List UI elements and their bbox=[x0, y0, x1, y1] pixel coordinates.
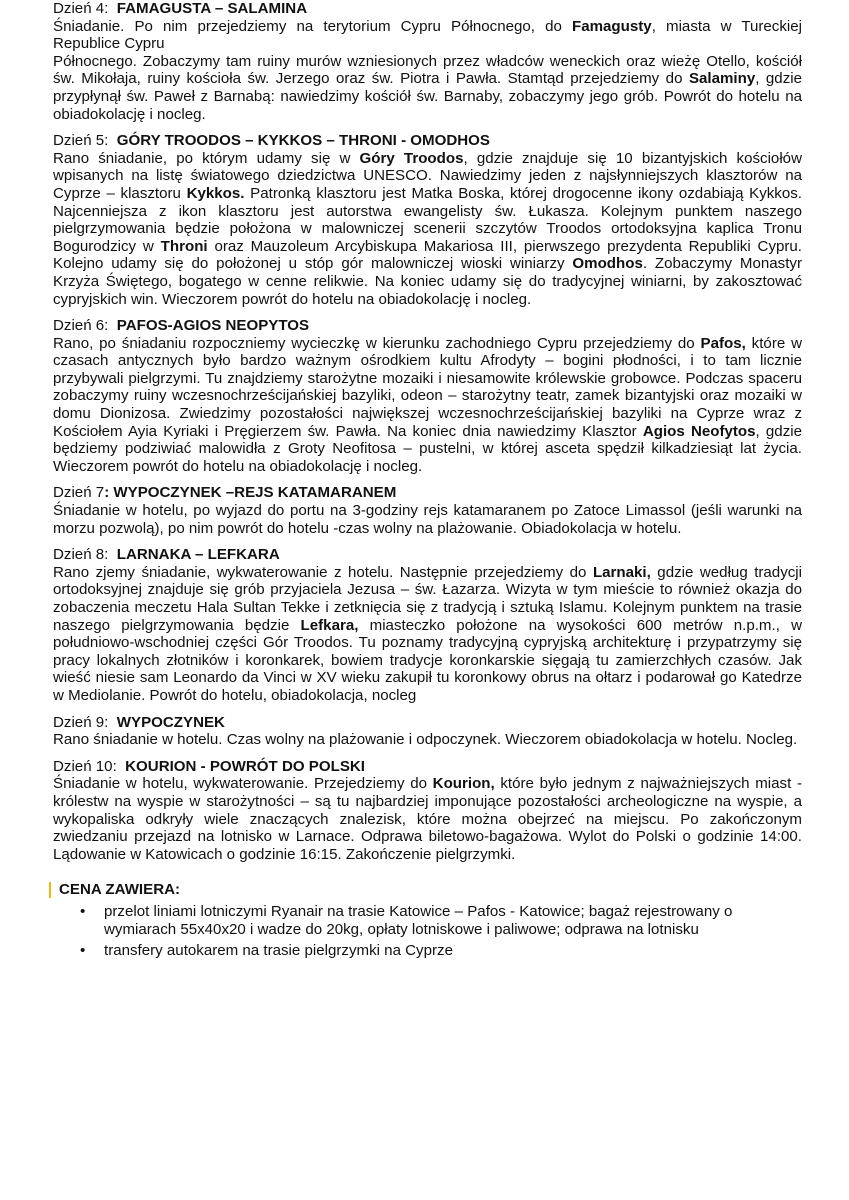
day-heading bbox=[53, 484, 802, 502]
day-paragraph bbox=[53, 53, 802, 123]
day-section bbox=[53, 132, 802, 308]
text-run: , gdzie będziemy podziwiać malowidła z Groty Neofitosa – pustelni, w której asceta spędził kilkadziesiąt lat życia. Wieczorem powrót do hotelu na obiadokolację i nocleg. bbox=[53, 422, 802, 475]
day-paragraph bbox=[53, 18, 802, 53]
day-description bbox=[53, 775, 802, 863]
day-heading bbox=[53, 317, 802, 335]
text-run: , gdzie przypłynął św. Paweł z Barnabą: nawiedzimy kościół św. Barnaby, zobaczymy jego grób. Powrót do hotelu na obiadokolację i nocleg. bbox=[53, 70, 802, 123]
day-label: Dzień 5: bbox=[53, 132, 109, 150]
day-label: Dzień 9: bbox=[53, 713, 109, 731]
day-paragraph bbox=[53, 335, 802, 476]
day-paragraph bbox=[53, 731, 802, 749]
bullet-icon: • bbox=[80, 902, 86, 920]
text-run: Śniadanie. Po nim przejedziemy na terytorium Cypru Północnego, do bbox=[53, 17, 572, 35]
day-label: Dzień 10: bbox=[53, 757, 117, 775]
text-run: Rano zjemy śniadanie, wykwaterowanie z hotelu. Następnie przejedziemy do bbox=[53, 563, 593, 581]
price-item-text: przelot liniami lotniczymi Ryanair na trasie Katowice – Pafos - Katowice; bagaż rejestrowany o wymiarach 55x40x20 i wadze do 20kg, opłaty lotniskowe i paliwowe; odprawa na lotnisku bbox=[104, 902, 733, 938]
place-name: Kykkos. bbox=[186, 184, 245, 202]
day-label: Dzień 8: bbox=[53, 546, 109, 564]
text-run: Śniadanie w hotelu, wykwaterowanie. Przejedziemy do bbox=[53, 775, 433, 793]
bullet-icon: • bbox=[80, 942, 86, 960]
day-paragraph bbox=[53, 564, 802, 705]
price-heading bbox=[49, 881, 802, 899]
day-paragraph bbox=[53, 775, 802, 863]
day-section bbox=[53, 317, 802, 475]
day-title: : WYPOCZYNEK –REJS KATAMARANEM bbox=[104, 484, 397, 502]
price-item-text: transfery autokarem na trasie pielgrzymki na Cyprze bbox=[104, 942, 453, 960]
day-label: Dzień 7 bbox=[53, 484, 105, 502]
day-paragraph bbox=[53, 150, 802, 308]
price-list-item bbox=[53, 903, 802, 938]
text-run: Rano, po śniadaniu rozpoczniemy wycieczkę w kierunku zachodniego Cypru przejedziemy do bbox=[53, 334, 701, 352]
price-title: CENA ZAWIERA: bbox=[59, 881, 181, 899]
day-description bbox=[53, 502, 802, 537]
day-label: Dzień 6: bbox=[53, 317, 109, 335]
text-run: , gdzie znajduje się 10 bizantyjskich kościołów wpisanych na listę światowego dziedzictwa UNESCO. Nawiedzimy jeden z najsłynniejszych klasztorów na Cyprze – klasztoru bbox=[53, 149, 802, 202]
text-run: oraz Mauzoleum Arcybiskupa Makariosa III, pierwszego prezydenta Republiki Cypru. Kolejno udamy się do położonej u stóp gór malowniczej wioski winiarzy bbox=[53, 237, 802, 273]
place-name: Famagusty bbox=[572, 17, 652, 35]
day-heading bbox=[53, 714, 802, 732]
day-description bbox=[53, 731, 802, 749]
day-section bbox=[53, 484, 802, 537]
place-name: Agios Neofytos bbox=[642, 422, 756, 440]
text-run: Rano śniadanie, po którym udamy się w bbox=[53, 149, 360, 167]
day-heading bbox=[53, 132, 802, 150]
price-section bbox=[53, 881, 802, 959]
itinerary bbox=[53, 0, 802, 863]
text-run: Północnego. Zobaczymy tam ruiny murów wzniesionych przez władców weneckich oraz wieżę Otello, kościół św. Mikołaja, ruiny kościoła św. Jerzego oraz św. Piotra i Pawła. Stamtąd przejedziemy do bbox=[53, 52, 802, 88]
place-name: Omodhos bbox=[572, 255, 643, 273]
price-list bbox=[53, 903, 802, 960]
day-description bbox=[53, 18, 802, 124]
day-title: KOURION - POWRÓT DO POLSKI bbox=[125, 757, 365, 775]
day-description bbox=[53, 150, 802, 308]
day-section bbox=[53, 758, 802, 864]
day-heading bbox=[53, 546, 802, 564]
day-heading bbox=[53, 758, 802, 776]
text-run: które było jednym z najważniejszych miast - królestw na wyspie w starożytności – są tu najbardziej imponujące pozostałości archeologiczne na wyspie, a wykopaliska odkryły wiele znaczących znalezisk, które można obejrzeć na miejscu. Po zakończonym zwiedzaniu przejazd na lotnisko w Larnace. Odprawa biletowo-bagażowa. Wylot do Polski o godzinie 14:00. Lądowanie w Katowicach o godzinie 16:15. Zakończenie pielgrzymki. bbox=[53, 775, 802, 863]
day-title: FAMAGUSTA – SALAMINA bbox=[116, 0, 308, 17]
place-name: Larnaki, bbox=[592, 563, 651, 581]
text-run: gdzie według tradycji ortodoksyjnej znajduje się grób przyjaciela Jezusa – św. Łazarza. Wizyta w tym mieście to również okazja do zobaczenia meczetu Hala Sultan Tekke i zetknięcia się z tradycją i sztuką Islamu. Kolejnym punktem na trasie naszego pielgrzymowania będzie bbox=[53, 563, 802, 634]
accent-bar bbox=[49, 882, 51, 898]
day-title: PAFOS-AGIOS NEOPYTOS bbox=[116, 317, 310, 335]
text-run: które w czasach antycznych było bardzo ważnym ośrodkiem kultu Afrodyty – bogini płodności, i to tam licznie przybywali pielgrzymi. Tu znajdziemy starożytne mozaiki i niesamowite królewskie grobowce. Podczas spaceru zobaczymy ruiny wczesnochrześcijańskiej bazyliki, odeon – starożytny teatr, zamek bizantyjski oraz mozaiki w domu Dionizosa. Zwiedzimy pozostałości największej wczesnochrześcijańskiej bazyliki na Cyprze wraz z Kościołem Ayia Kyriaki i Pręgierzem św. Pawła. Na koniec dnia nawiedzimy Klasztor bbox=[53, 334, 802, 440]
place-name: Throni bbox=[160, 237, 208, 255]
day-section bbox=[53, 546, 802, 704]
text-run: , miasta w Tureckiej Republice Cypru bbox=[53, 17, 802, 53]
price-list-item bbox=[53, 942, 802, 960]
day-description bbox=[53, 564, 802, 705]
place-name: Salaminy bbox=[688, 70, 756, 88]
document-page bbox=[53, 0, 802, 964]
day-title: WYPOCZYNEK bbox=[116, 713, 225, 731]
day-title: GÓRY TROODOS – KYKKOS – THRONI - OMODHOS bbox=[116, 132, 490, 150]
place-name: Pafos, bbox=[700, 334, 746, 352]
place-name: Kourion, bbox=[432, 775, 495, 793]
day-heading bbox=[53, 0, 802, 18]
day-section bbox=[53, 714, 802, 749]
text-run: Patronką klasztoru jest Matka Boska, której drogocenne ikony ozdabiają Kykkos. Najcenniejsza z ikon klasztoru jest autorstwa ewangelisty św. Łukasza. Kolejnym punktem naszego pielgrzymowania będzie położona w malowniczej scenerii szczytów Troodos ortodoksyjna kaplica Tronu Bogurodzicy w bbox=[53, 184, 802, 255]
day-title: LARNAKA – LEFKARA bbox=[116, 546, 280, 564]
text-run: Rano śniadanie w hotelu. Czas wolny na plażowanie i odpoczynek. Wieczorem obiadokolacja w hotelu. Nocleg. bbox=[53, 731, 798, 749]
text-run: . Zobaczymy Monastyr Krzyża Świętego, bogatego w cenne relikwie. Na koniec udamy się do tradycyjnej winiarni, by zakosztować cypryjskich win. Wieczorem powrót do hotelu na obiadokolację i nocleg. bbox=[53, 255, 802, 308]
day-paragraph bbox=[53, 502, 802, 537]
text-run: miasteczko położone na wysokości 600 metrów n.p.m., w południowo-wschodniej części Gór Troodos. Tu poznamy tradycyjną cypryjską architekturę i przypatrzymy się pracy lokalnych złotników i koronkarek, bowiem tradycje koronkarskie sięgają tu zamierzchłych czasów. Jak wieść niesie sam Leonardo da Vinci w XV wieku zakupił tu koronkowy obrus na ołtarz i podarował go Katedrze w Mediolanie. Powrót do hotelu, obiadokolacja, nocleg bbox=[53, 616, 802, 704]
place-name: Lefkara, bbox=[300, 616, 359, 634]
day-description bbox=[53, 335, 802, 476]
place-name: Góry Troodos bbox=[359, 149, 464, 167]
day-section bbox=[53, 0, 802, 123]
day-label: Dzień 4: bbox=[53, 0, 109, 17]
text-run: Śniadanie w hotelu, po wyjazd do portu na 3-godziny rejs katamaranem po Zatoce Limassol (jeśli warunki na morzu pozwolą), po nim powrót do hotelu -czas wolny na plażowanie. Obiadokolacja w hotelu. bbox=[53, 502, 802, 537]
